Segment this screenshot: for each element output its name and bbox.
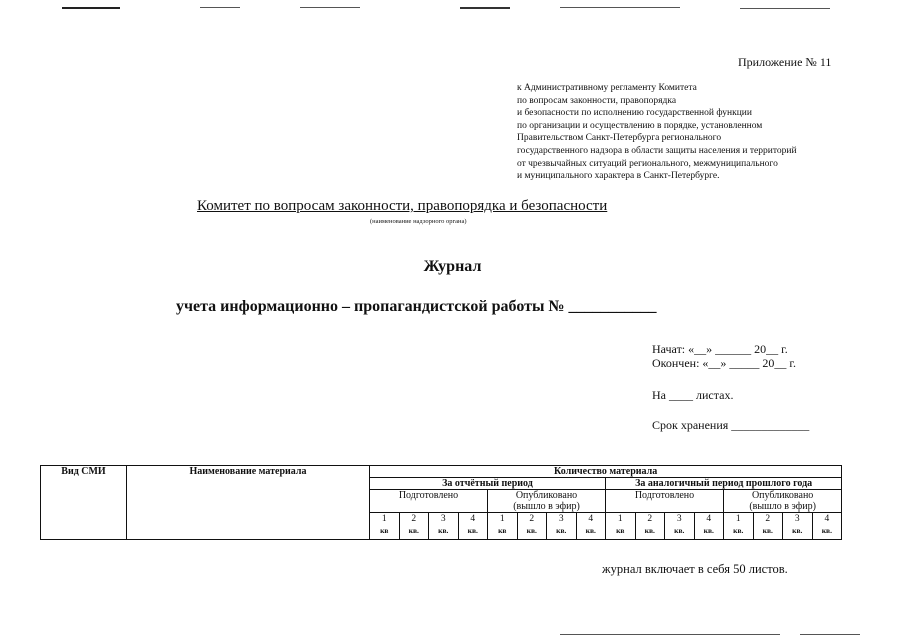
published-label: Опубликовано xyxy=(515,490,578,501)
quarter-label: кв xyxy=(498,526,507,535)
quarter-label: кв. xyxy=(792,526,803,535)
published-note: (вышло в эфир) xyxy=(749,501,816,512)
quarter-number: 2 xyxy=(765,514,771,524)
quarter-number: 4 xyxy=(588,514,594,524)
header-quantity: Количество материала xyxy=(370,466,842,478)
quarter-cell xyxy=(753,513,783,540)
quarter-cell xyxy=(517,513,547,540)
storage-period: Срок хранения _____________ xyxy=(652,418,810,432)
header-published xyxy=(488,490,606,513)
quarter-number: 2 xyxy=(529,514,535,524)
header-published xyxy=(724,490,842,513)
quarter-cell xyxy=(724,513,754,540)
quarter-cell xyxy=(606,513,636,540)
quarter-number: 3 xyxy=(558,514,564,524)
quarter-number: 4 xyxy=(470,514,476,524)
quarter-cell xyxy=(429,513,459,540)
regulation-line: государственного надзора в области защиты населения и территорий xyxy=(517,145,797,156)
finished-date: Окончен: «__» _____ 20__ г. xyxy=(652,356,796,370)
quarter-label: кв. xyxy=(467,526,478,535)
header-material-name: Наименование материала xyxy=(127,466,370,540)
authority-caption: (наименование надзорного органа) xyxy=(370,218,467,225)
quarter-label: кв xyxy=(616,526,625,535)
quarter-number: 2 xyxy=(411,514,417,524)
quarter-cell xyxy=(576,513,606,540)
published-note: (вышло в эфир) xyxy=(513,501,580,512)
scan-artifact-top xyxy=(460,7,510,9)
quarter-cell xyxy=(783,513,813,540)
scan-artifact-top xyxy=(300,7,360,8)
scan-artifact-top xyxy=(200,7,240,8)
quarter-number: 1 xyxy=(735,514,741,524)
quarter-number: 1 xyxy=(617,514,623,524)
quarter-number: 3 xyxy=(440,514,446,524)
quarter-number: 2 xyxy=(647,514,653,524)
header-prepared: Подготовлено xyxy=(370,490,488,513)
started-date: Начат: «__» ______ 20__ г. xyxy=(652,342,788,356)
quarter-cell xyxy=(694,513,724,540)
quarter-cell xyxy=(458,513,488,540)
quarter-number: 1 xyxy=(499,514,505,524)
quarter-number: 4 xyxy=(706,514,712,524)
quarter-cell xyxy=(812,513,842,540)
header-media-type: Вид СМИ xyxy=(41,466,127,540)
header-prepared: Подготовлено xyxy=(606,490,724,513)
quarter-label: кв. xyxy=(762,526,773,535)
regulation-line: и муниципального характера в Санкт-Петербурге. xyxy=(517,171,720,182)
scan-artifact-top xyxy=(62,7,120,9)
quarter-label: кв. xyxy=(438,526,449,535)
quarter-cell xyxy=(399,513,429,540)
journal-title: Журнал xyxy=(423,258,482,275)
quarter-cell xyxy=(665,513,695,540)
quarter-cell xyxy=(635,513,665,540)
quarter-cell xyxy=(488,513,518,540)
regulation-line: Правительством Санкт-Петербурга регионального xyxy=(517,133,722,144)
quarter-number: 4 xyxy=(824,514,830,524)
quarter-label: кв. xyxy=(733,526,744,535)
quarter-number: 1 xyxy=(381,514,387,524)
appendix-title: Приложение № 11 xyxy=(738,55,832,69)
header-previous-period: За аналогичный период прошлого года xyxy=(606,478,842,490)
regulation-reference xyxy=(517,82,797,183)
journal-table xyxy=(40,465,842,540)
regulation-line: по вопросам законности, правопорядка xyxy=(517,95,677,106)
quarter-cell xyxy=(370,513,400,540)
journal-dates xyxy=(652,342,796,370)
journal-subtitle: учета информационно – пропагандистской работы № ___________ xyxy=(176,298,657,315)
scan-artifact-bottom xyxy=(560,634,780,635)
regulation-line: по организации и осуществлению в порядке, установленном xyxy=(517,120,763,131)
quarter-label: кв. xyxy=(585,526,596,535)
quarter-number: 3 xyxy=(794,514,800,524)
regulation-line: и безопасности по исполнению государственной функции xyxy=(517,108,752,119)
quarter-number: 3 xyxy=(676,514,682,524)
quarter-cell xyxy=(547,513,577,540)
quarter-label: кв. xyxy=(526,526,537,535)
header-current-period: За отчётный период xyxy=(370,478,606,490)
published-label: Опубликовано xyxy=(751,490,814,501)
pages-count: На ____ листах. xyxy=(652,388,734,402)
footer-note: журнал включает в себя 50 листов. xyxy=(602,562,788,576)
quarter-label: кв xyxy=(380,526,389,535)
scan-artifact-top xyxy=(560,7,680,8)
quarter-label: кв. xyxy=(408,526,419,535)
quarter-label: кв. xyxy=(556,526,567,535)
authority-name: Комитет по вопросам законности, правопорядка и безопасности xyxy=(197,198,608,214)
scan-artifact-top xyxy=(740,8,830,9)
quarter-label: кв. xyxy=(674,526,685,535)
scan-artifact-bottom xyxy=(800,634,860,635)
quarter-label: кв. xyxy=(703,526,714,535)
quarter-label: кв. xyxy=(644,526,655,535)
quarter-label: кв. xyxy=(821,526,832,535)
regulation-line: к Административному регламенту Комитета xyxy=(517,83,697,93)
regulation-line: от чрезвычайных ситуаций регионального, межмуниципального xyxy=(517,158,778,169)
